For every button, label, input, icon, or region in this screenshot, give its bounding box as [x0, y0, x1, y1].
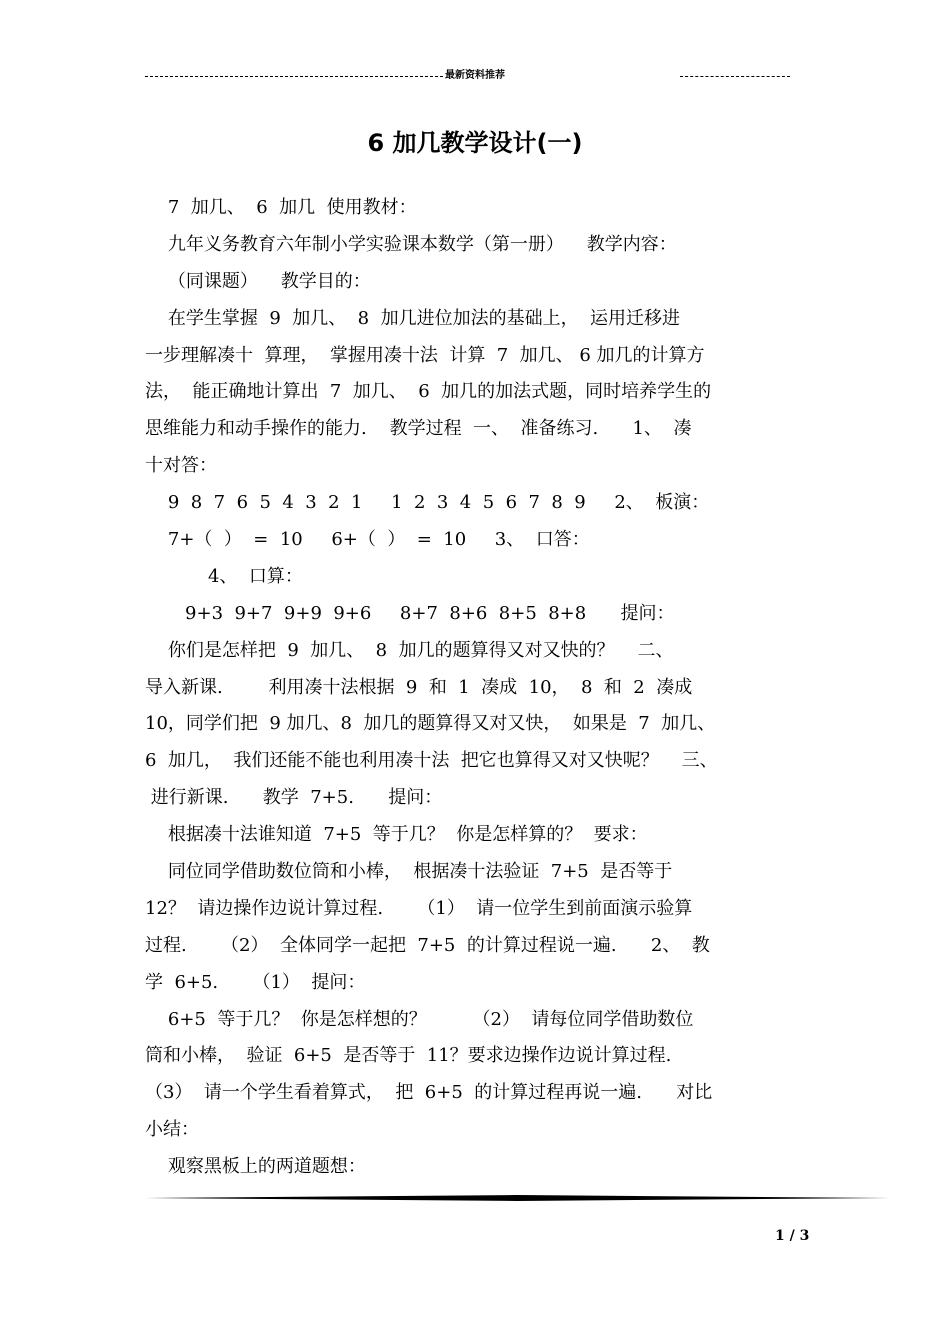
body-line: 你们是怎样把 9 加几、 8 加几的题算得又对又快的？ 二、: [145, 639, 674, 661]
body-line: （同课题） 教学目的：: [145, 270, 371, 292]
body-line: 法， 能正确地计算出 7 加几、 6 加几的加法式题，同时培养学生的: [145, 381, 712, 403]
body-line: 6+5 等于几？ 你是怎样想的？ （2） 请每位同学借助数位: [145, 1008, 694, 1030]
body-line: 12？ 请边操作边说计算过程. （1） 请一位学生到前面演示验算: [145, 897, 693, 919]
body-line: 十对答：: [145, 455, 217, 477]
body-line: 在学生掌握 9 加几、 8 加几进位加法的基础上， 运用迁移进: [145, 307, 681, 329]
body-line: 九年义务教育六年制小学实验课本数学（第一册） 教学内容：: [145, 233, 677, 255]
footer-rule: [145, 1195, 890, 1201]
body-line: 进行新课. 教学 7+5. 提问：: [145, 787, 443, 809]
body-line: 6 加几， 我们还能不能也利用凑十法 把它也算得又对又快呢？ 三、: [145, 750, 718, 772]
header-dashed-rule-right: [680, 76, 790, 77]
body-line: 导入新课. 利用凑十法根据 9 和 1 凑成 10， 8 和 2 凑成: [145, 676, 693, 698]
page-header: [145, 68, 790, 84]
body-line: 10，同学们把 9 加几、8 加几的题算得又对又快， 如果是 7 加几、: [145, 713, 716, 735]
body-line: 小结：: [145, 1119, 199, 1141]
document-body: [145, 190, 810, 1186]
body-line: 9+3 9+7 9+9 9+6 8+7 8+6 8+5 8+8 提问：: [145, 602, 675, 624]
page-number: 1 / 3: [775, 1228, 810, 1244]
body-line: 4、 口算：: [145, 565, 303, 587]
body-line: 筒和小棒， 验证 6+5 是否等于 11？要求边操作边说计算过程.: [145, 1045, 672, 1067]
header-dashed-rule-left: [145, 76, 443, 77]
body-line: 思维能力和动手操作的能力. 教学过程 一、 准备练习. 1、 凑: [145, 418, 692, 440]
body-line: 观察黑板上的两道题想：: [145, 1156, 366, 1178]
body-line: 7 加几、 6 加几 使用教材：: [145, 197, 417, 218]
body-line: 学 6+5. （1） 提问：: [145, 971, 366, 993]
body-line: 9 8 7 6 5 4 3 2 1 1 2 3 4 5 6 7 8 9 2、 板演：: [145, 492, 710, 514]
document-title: 6 加几教学设计(一): [367, 129, 583, 157]
body-line: （3） 请一个学生看着算式， 把 6+5 的计算过程再说一遍. 对比: [145, 1082, 713, 1104]
body-line: 同位同学借助数位筒和小棒， 根据凑十法验证 7+5 是否等于: [145, 861, 673, 883]
header-label: 最新资料推荐: [445, 70, 505, 81]
body-line: 7+（ ） = 10 6+（ ） = 10 3、 口答：: [145, 529, 590, 551]
body-line: 一步理解凑十 算理， 掌握用凑十法 计算 7 加几、 6 加几的计算方: [145, 344, 705, 366]
body-line: 过程. （2） 全体同学一起把 7+5 的计算过程说一遍. 2、 教: [145, 934, 710, 956]
body-line: 根据凑十法谁知道 7+5 等于几？ 你是怎样算的？ 要求：: [145, 824, 648, 846]
